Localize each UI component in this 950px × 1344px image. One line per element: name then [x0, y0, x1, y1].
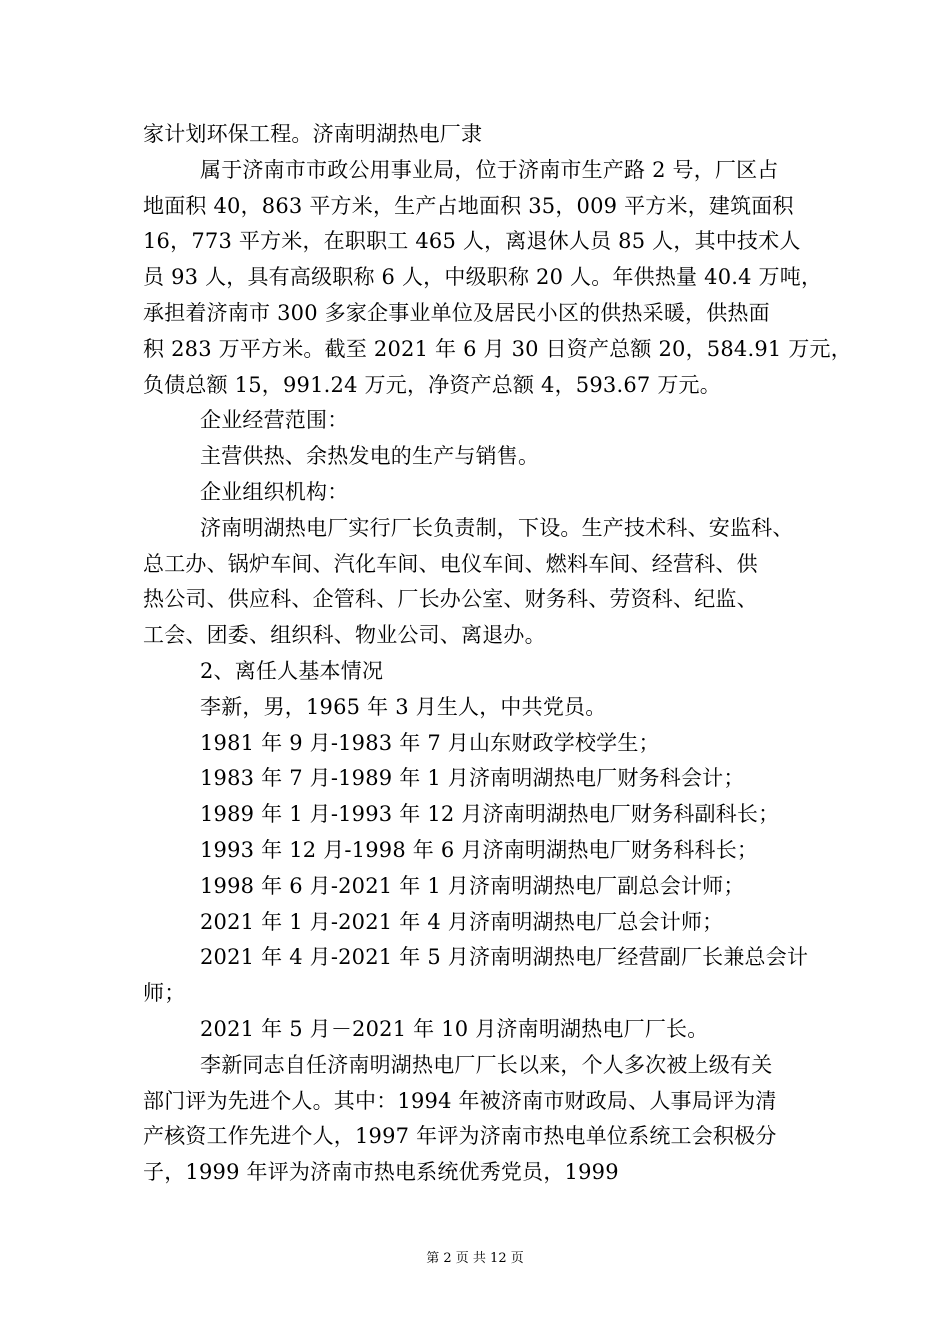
- text-line: 家计划环保工程。济南明湖热电厂隶: [143, 122, 483, 146]
- text-line: 1989 年 1 月-1993 年 12 月济南明湖热电厂财务科副科长；: [200, 802, 780, 827]
- text-line: 1983 年 7 月-1989 年 1 月济南明湖热电厂财务科会计；: [200, 766, 745, 791]
- text-line: 地面积 40，863 平方米，生产占地面积 35，009 平方米，建筑面积: [143, 193, 794, 218]
- text-line: 主营供热、余热发电的生产与销售。: [200, 444, 540, 469]
- text-line: 热公司、供应科、企管科、厂长办公室、财务科、劳资科、纪监、: [143, 587, 758, 612]
- text-line: 2021 年 5 月－2021 年 10 月济南明湖热电厂厂长。: [200, 1016, 709, 1041]
- text-line: 总工办、锅炉车间、汽化车间、电仪车间、燃料车间、经营科、供: [143, 551, 758, 576]
- text-line: 企业经营范围：: [200, 408, 349, 433]
- text-line: 负债总额 15，991.24 万元，净资产总额 4，593.67 万元。: [143, 372, 721, 397]
- text-line: 企业组织机构：: [200, 479, 349, 504]
- text-line: 16，773 平方米，在职职工 465 人，离退休人员 85 人，其中技术人: [143, 229, 801, 254]
- text-line: 济南明湖热电厂实行厂长负责制，下设。生产技术科、安监科、: [200, 515, 794, 540]
- text-line: 子，1999 年评为济南市热电系统优秀党员，1999: [143, 1160, 619, 1185]
- text-line: 2021 年 4 月-2021 年 5 月济南明湖热电厂经营副厂长兼总会计: [200, 945, 809, 970]
- body-text: [143, 117, 852, 1191]
- text-line: 承担着济南市 300 多家企事业单位及居民小区的供热采暖，供热面: [143, 300, 770, 325]
- text-line: 师；: [143, 981, 186, 1006]
- text-line: 李新同志自任济南明湖热电厂厂长以来，个人多次被上级有关: [200, 1052, 773, 1077]
- text-line: 2、离任人基本情况: [200, 658, 384, 683]
- text-line: 李新，男，1965 年 3 月生人，中共党员。: [200, 694, 607, 719]
- text-line: 员 93 人，具有高级职称 6 人，中级职称 20 人。年供热量 40.4 万吨，: [143, 265, 823, 290]
- text-line: 1998 年 6 月-2021 年 1 月济南明湖热电厂副总会计师；: [200, 873, 745, 898]
- page-footer: 第 2 页 共 12 页: [426, 1251, 524, 1266]
- text-line: 部门评为先进个人。其中：1994 年被济南市财政局、人事局评为清: [143, 1088, 777, 1113]
- text-line: 产核资工作先进个人，1997 年评为济南市热电单位系统工会积极分: [143, 1124, 777, 1149]
- text-line: 积 283 万平方米。截至 2021 年 6 月 30 日资产总额 20，584.91 万元，: [143, 336, 852, 361]
- text-line: 工会、团委、组织科、物业公司、离退办。: [143, 623, 546, 648]
- text-line: 2021 年 1 月-2021 年 4 月济南明湖热电厂总会计师；: [200, 909, 724, 934]
- text-line: 1981 年 9 月-1983 年 7 月山东财政学校学生；: [200, 730, 660, 755]
- text-line: 属于济南市市政公用事业局，位于济南市生产路 2 号，厂区占: [200, 157, 779, 182]
- text-line: 1993 年 12 月-1998 年 6 月济南明湖热电厂财务科科长；: [200, 837, 759, 862]
